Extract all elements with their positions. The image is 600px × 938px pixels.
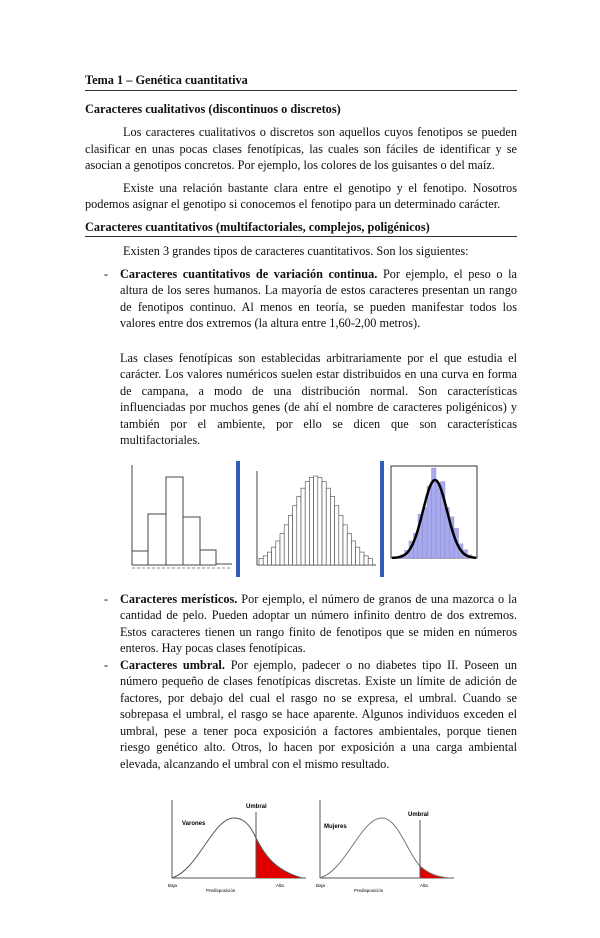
bullet-dash: - [104,266,109,281]
histogram-bar [351,540,355,564]
histogram-bar [322,481,326,564]
page-title: Tema 1 – Genética cuantitativa [85,72,517,91]
high-label: Alta [276,883,284,888]
list-item [104,266,517,332]
histogram-bar [330,496,334,565]
histogram-bar [343,524,347,564]
paragraph: Las clases fenotípicas son establecidas arbitrariamente por el que estudia el carácter. Los valores numéricos suelen estar distribuidos en una curva en forma de campana, a modo de una distribución normal. Son características influenciadas por muchos genes (de ahí el nombre de caracteres poligénicos) y también por el ambiente, por ello se dicen que son características multifactoriales. [120,350,517,447]
histogram-bar [293,505,297,564]
image-divider [380,461,384,577]
histogram-bar [272,547,276,565]
histogram-bar [284,524,288,564]
paragraph: Existe una relación bastante clara entre el genotipo y el fenotipo. Nosotros podemos asignar el genotipo si conocemos el fenotipo para un determinado carácter. [85,180,517,211]
histogram-bar [364,555,368,564]
histogram-bar [267,552,271,565]
section-heading-quantitative: Caracteres cuantitativos (multifactoriales, complejos, poligénicos) [85,219,517,238]
normal-curve-figure [388,464,480,562]
histogram-bar [314,476,318,565]
histogram-bar [356,547,360,565]
histogram-bar [326,488,330,565]
histogram-bar [259,558,263,564]
histogram-bar [335,505,339,564]
histogram-figure-coarse [128,461,236,577]
paragraph: Existen 3 grandes tipos de caracteres cuantitativos. Son los siguientes: [123,244,469,258]
threshold-figure-male [168,798,308,893]
image-divider [236,461,240,577]
histogram-bar [280,533,284,565]
figure-row-histograms [85,461,517,585]
histogram-bar [318,477,322,565]
histogram-bar [347,533,351,565]
paragraph: Los caracteres cualitativos o discretos son aquellos cuyos fenotipos se pueden clasificar en unas pocas clases fenotípicas, las cuales son fáciles de identificar y se asocian a genotipos concretos. Por ejemplo, los colores de los guisantes o del maíz. [85,125,517,172]
axis-label: Predisposición [354,888,384,893]
histogram-figure-fine [241,461,380,577]
item-text: Por ejemplo, padecer o no diabetes tipo II. Poseen un número pequeño de clases fenotípicas discretas. Existe un límite de adición de factores, por debajo del cual el rasgo no se expresa, el umbral. Cuando se sobrepasa el umbral, el rasgo se hace aparente. Algunos individuos exceden el umbral, pese a tener poca exposición a factores ambientales, porque tienen riesgo genético alto. Otros, lo hacen por exposición a una carga ambiental elevada, alcanzando el umbral con el mismo resultado. [120,657,518,771]
histogram-bar [360,552,364,565]
low-label: Baja [316,883,326,888]
histogram-bar [423,507,428,557]
section-heading-qualitative: Caracteres cualitativos (discontinuos o discretos) [85,101,341,116]
histogram-bar [276,540,280,564]
histogram-bar [368,558,372,564]
histogram-bar [288,515,292,565]
umbral-label: Umbral [246,804,267,810]
histogram-bar [263,555,267,564]
low-label: Baja [168,883,178,888]
item-term: Caracteres merísticos. [120,591,238,606]
histogram-bar [305,481,309,564]
axis-label: Predisposición [206,888,236,893]
high-label: Alta [420,883,428,888]
histogram-bar [436,482,441,557]
histogram-bar [339,515,343,565]
histogram-bar [309,477,313,565]
list-item [104,657,518,773]
document-page [85,0,517,938]
histogram-bar [297,496,301,565]
histogram-bar [301,488,305,565]
item-term: Caracteres cuantitativos de variación continua. [120,266,378,281]
item-text: Por ejemplo, el número de granos de una mazorca o la cantidad de pelo. Pueden adoptar un número infinito dentro de dos extremos. Estos caracteres tienen un rango finito de fenotipos que se miden en números enteros. Hay pocas clases fenotípicas. [120,591,517,655]
figure-row-threshold [85,798,517,898]
item-term: Caracteres umbral. [120,657,225,672]
list-item [104,591,517,657]
bullet-dash: - [104,657,109,672]
threshold-figure-female [316,798,456,893]
item-text: Por ejemplo, el peso o la altura de los seres humanos. La mayoría de estos caracteres presentan un rango de fenotipos continuo. Al menos en teoría, se pueden manifestar todos los valores entre dos extremos (la altura entre 1,60-2,00 metros). [120,266,517,330]
male-label: Varones [182,821,206,827]
bullet-dash: - [104,591,109,606]
umbral-label: Umbral [408,812,429,818]
female-label: Mujeres [324,824,347,830]
